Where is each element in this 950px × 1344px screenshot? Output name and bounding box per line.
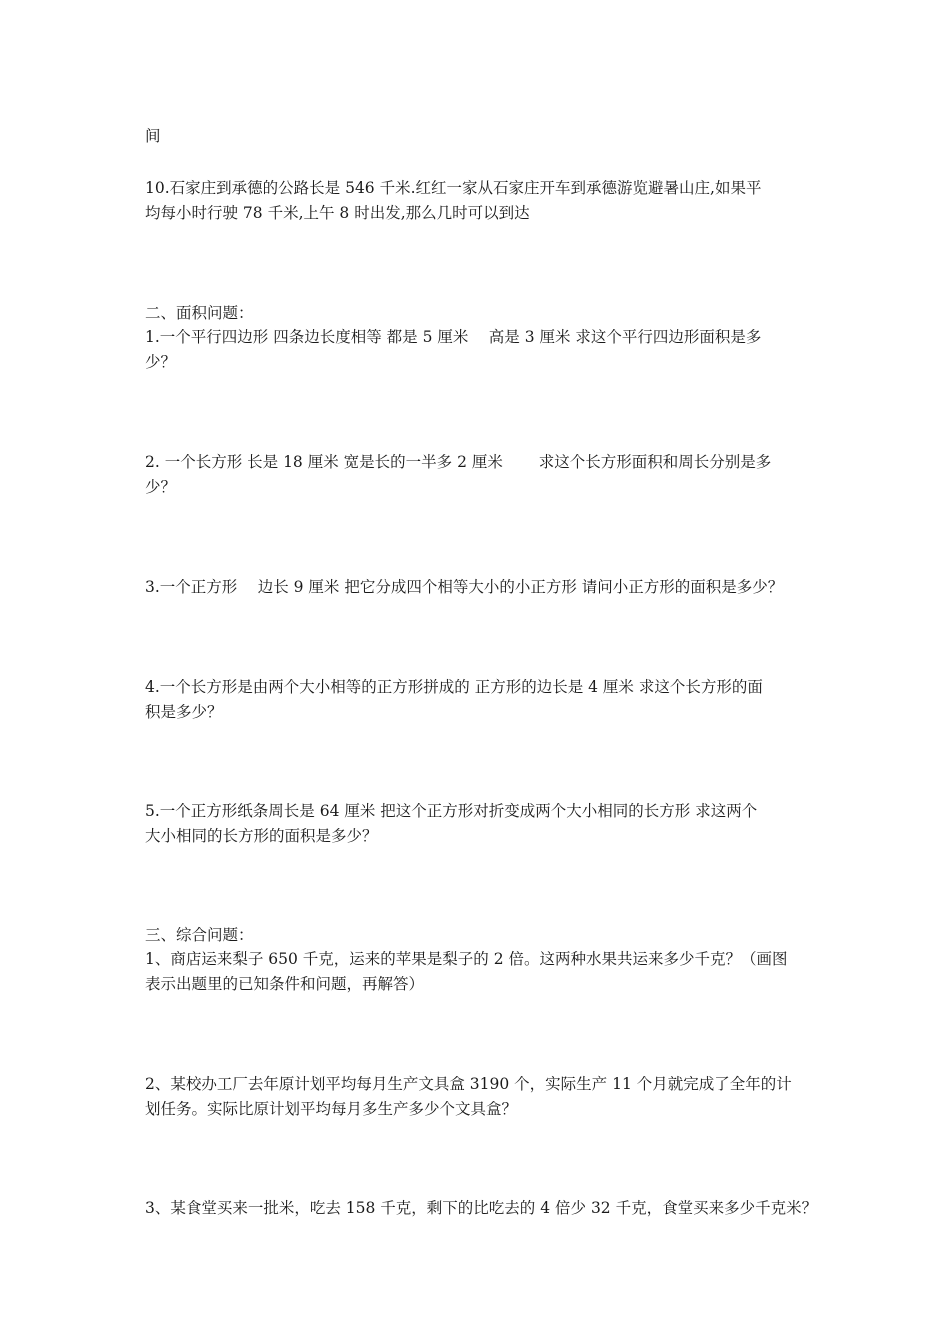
section-2-question-5-line-1: 5.一个正方形纸条周长是 64 厘米 把这个正方形对折变成两个大小相同的长方形 求这两个 (145, 802, 758, 820)
section-2-question-1-line-2: 少？ (145, 353, 177, 371)
question-10-line-2: 均每小时行驶 78 千米,上午 8 时出发,那么几时可以到达 (145, 204, 530, 222)
section-2-question-4-line-1: 4.一个长方形是由两个大小相等的正方形拼成的 正方形的边长是 4 厘米 求这个长方形的面 (145, 678, 763, 696)
section-3-question-1-line-2: 表示出题里的已知条件和问题，再解答） (145, 975, 425, 993)
section-2-question-1-line-1: 1.一个平行四边形 四条边长度相等 都是 5 厘米 高是 3 厘米 求这个平行四边形面积是多 (145, 328, 762, 346)
fragment-top: 间 (145, 127, 161, 145)
section-2-question-4-line-2: 积是多少？ (145, 703, 223, 721)
section-2-question-2-line-1: 2. 一个长方形 长是 18 厘米 宽是长的一半多 2 厘米 求这个长方形面积和周长分别是多 (145, 453, 772, 471)
section-3-question-2-line-2: 划任务。实际比原计划平均每月多生产多少个文具盒？ (145, 1100, 518, 1118)
section-2-question-2-line-2: 少？ (145, 478, 177, 496)
question-10-line-1: 10.石家庄到承德的公路长是 546 千米.红红一家从石家庄开车到承德游览避暑山庄,如果平 (145, 179, 762, 197)
section-2-question-5-line-2: 大小相同的长方形的面积是多少？ (145, 827, 378, 845)
section-3-heading: 三、综合问题： (145, 926, 254, 944)
section-2-question-3-line-1: 3.一个正方形 边长 9 厘米 把它分成四个相等大小的小正方形 请问小正方形的面积是多少？ (145, 578, 784, 596)
section-3-question-1-line-1: 1、商店运来梨子 650 千克，运来的苹果是梨子的 2 倍。这两种水果共运来多少千克？（画图 (145, 950, 788, 968)
section-3-question-3-line-1: 3、某食堂买来一批米，吃去 158 千克，剩下的比吃去的 4 倍少 32 千克，食堂买来多少千克米？ (145, 1199, 818, 1217)
section-2-heading: 二、面积问题： (145, 304, 254, 322)
section-3-question-2-line-1: 2、某校办工厂去年原计划平均每月生产文具盒 3190 个，实际生产 11 个月就完成了全年的计 (145, 1075, 792, 1093)
